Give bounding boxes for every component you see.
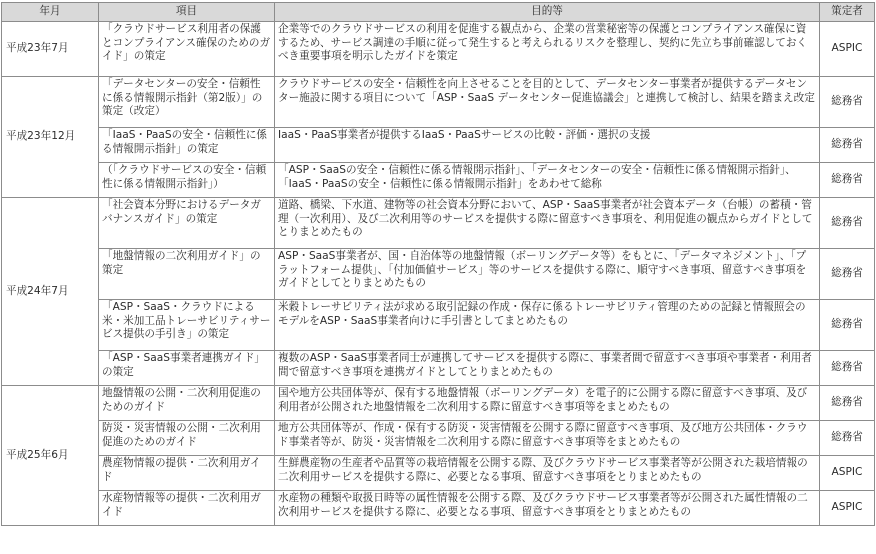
year-cell: 平成25年6月	[2, 386, 99, 526]
item-cell: 「ASP・SaaS・クラウドによる米・米加工品トレーサビリティサービス提供の手引き」の策定	[99, 300, 275, 351]
guideline-table	[1, 2, 875, 526]
purpose-cell: 米穀トレーサビリティ法が求める取引記録の作成・保存に係るトレーサビリティ管理のための記録と情報照会のモデルをASP・SaaS事業者向けに手引書としてまとめたもの	[275, 300, 820, 351]
table-row	[2, 77, 875, 128]
header-year: 年月	[2, 3, 99, 22]
item-cell: 農産物情報の提供・二次利用ガイド	[99, 456, 275, 491]
header-purpose: 目的等	[275, 3, 820, 22]
purpose-cell: 生鮮農産物の生産者や品質等の栽培情報を公開する際、及びクラウドサービス事業者等が公開された栽培情報の二次利用サービスを提供する際に、必要となる事項、留意すべき事項をとりまとめたもの	[275, 456, 820, 491]
item-cell: 「データセンターの安全・信頼性に係る情報開示指針（第2版）」の策定（改定）	[99, 77, 275, 128]
item-cell: 「社会資本分野におけるデータガバナンスガイド」の策定	[99, 198, 275, 249]
maker-cell: 総務省	[820, 77, 875, 128]
table-row	[2, 421, 875, 456]
table-row	[2, 351, 875, 386]
purpose-cell: 道路、橋梁、下水道、建物等の社会資本分野において、ASP・SaaS事業者が社会資本データ（台帳）の蓄積・管理（一次利用）、及び二次利用等のサービスを提供する際に留意すべき事項を、利用促進の観点からガイドとしてとりまとめたもの	[275, 198, 820, 249]
table-row	[2, 163, 875, 198]
purpose-cell: 企業等でのクラウドサービスの利用を促進する観点から、企業の営業秘密等の保護とコンプライアンス確保に資するため、サービス調達の手順に従って発生すると考えられるリスクを整理し、契約に先立ち事前確認しておくべき重要事項を明示したガイドを策定	[275, 22, 820, 77]
header-item: 項目	[99, 3, 275, 22]
purpose-cell: 「ASP・SaaSの安全・信頼性に係る情報開示指針」、「データセンターの安全・信頼性に係る情報開示指針」、「IaaS・PaaSの安全・信頼性に係る情報開示指針」をあわせて総称	[275, 163, 820, 198]
item-cell: 「IaaS・PaaSの安全・信頼性に係る情報開示指針」の策定	[99, 128, 275, 163]
purpose-cell: IaaS・PaaS事業者が提供するIaaS・PaaSサービスの比較・評価・選択の支援	[275, 128, 820, 163]
item-cell: 水産物情報等の提供・二次利用ガイド	[99, 491, 275, 526]
table-row	[2, 386, 875, 421]
maker-cell: 総務省	[820, 163, 875, 198]
table-row	[2, 22, 875, 77]
table-row	[2, 198, 875, 249]
maker-cell: ASPIC	[820, 22, 875, 77]
purpose-cell: 国や地方公共団体等が、保有する地盤情報（ボーリングデータ）を電子的に公開する際に留意すべき事項、及び利用者が公開された地盤情報を二次利用する際に留意すべき事項等をまとめたもの	[275, 386, 820, 421]
year-cell: 平成23年12月	[2, 77, 99, 198]
maker-cell: 総務省	[820, 351, 875, 386]
maker-cell: 総務省	[820, 198, 875, 249]
purpose-cell: 複数のASP・SaaS事業者同士が連携してサービスを提供する際に、事業者間で留意すべき事項や事業者・利用者間で留意すべき事項を連携ガイドとしてとりまとめたもの	[275, 351, 820, 386]
purpose-cell: 地方公共団体等が、作成・保有する防災・災害情報を公開する際に留意すべき事項、及び地方公共団体・クラウド事業者等が、防災・災害情報を二次利用する際に留意すべき事項等をまとめたもの	[275, 421, 820, 456]
maker-cell: 総務省	[820, 386, 875, 421]
maker-cell: 総務省	[820, 421, 875, 456]
table-row	[2, 491, 875, 526]
item-cell: （「クラウドサービスの安全・信頼性に係る情報開示指針」）	[99, 163, 275, 198]
maker-cell: 総務省	[820, 249, 875, 300]
year-cell: 平成24年7月	[2, 198, 99, 386]
maker-cell: ASPIC	[820, 456, 875, 491]
year-cell: 平成23年7月	[2, 22, 99, 77]
item-cell: 防災・災害情報の公開・二次利用促進のためのガイド	[99, 421, 275, 456]
table-row	[2, 249, 875, 300]
maker-cell: 総務省	[820, 128, 875, 163]
table-row	[2, 300, 875, 351]
purpose-cell: クラウドサービスの安全・信頼性を向上させることを目的として、データセンター事業者が提供するデータセンター施設に関する項目について「ASP・SaaS データセンター促進協議会」と連携して検討し、結果を踏まえ改定	[275, 77, 820, 128]
item-cell: 「クラウドサービス利用者の保護とコンプライアンス確保のためのガイド」の策定	[99, 22, 275, 77]
purpose-cell: 水産物の種類や取扱日時等の属性情報を公開する際、及びクラウドサービス事業者等が公開された属性情報の二次利用サービスを提供する際に、必要となる事項、留意すべき事項をとりまとめたもの	[275, 491, 820, 526]
table-row	[2, 128, 875, 163]
item-cell: 地盤情報の公開・二次利用促進のためのガイド	[99, 386, 275, 421]
header-row	[2, 3, 875, 22]
table-row	[2, 456, 875, 491]
header-maker: 策定者	[820, 3, 875, 22]
purpose-cell: ASP・SaaS事業者が、国・自治体等の地盤情報（ボーリングデータ等）をもとに、「データマネジメント」、「プラットフォーム提供」、「付加価値サービス」等のサービスを提供する際に、順守すべき事項、留意すべき事項をガイドとしてとりまとめたもの	[275, 249, 820, 300]
maker-cell: 総務省	[820, 300, 875, 351]
item-cell: 「地盤情報の二次利用ガイド」の策定	[99, 249, 275, 300]
item-cell: 「ASP・SaaS事業者連携ガイド」の策定	[99, 351, 275, 386]
maker-cell: ASPIC	[820, 491, 875, 526]
